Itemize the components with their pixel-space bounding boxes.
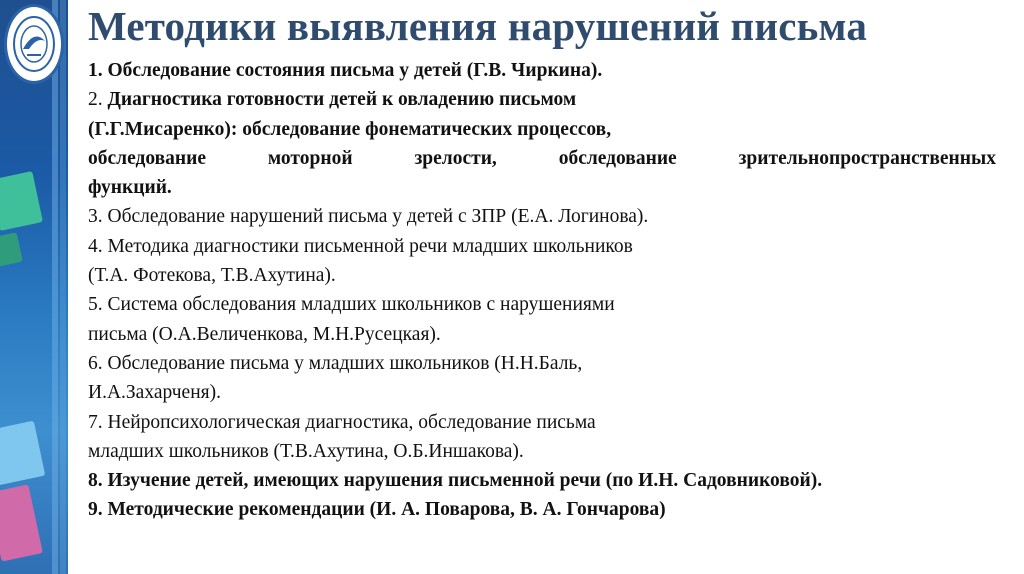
word: зрительнопространственных (738, 147, 996, 169)
list-item-text: Диагностика готовности детей к овладению письмом (107, 89, 577, 111)
university-emblem-icon (4, 4, 64, 84)
list-item: 3. Обследование нарушений письма у детей с ЗПР (Е.А. Логинова). (88, 206, 649, 228)
list-item-number: 2. (88, 89, 108, 111)
word: зрелости, (414, 147, 497, 169)
list-item-continuation-justified (88, 144, 996, 173)
list-item-continuation: (Г.Г.Мисаренко): обследование фонематических процессов, (88, 118, 612, 140)
list-item-continuation: функций. (88, 177, 172, 199)
list-item-continuation: младших школьников (Т.В.Ахутина, О.Б.Иншакова). (88, 440, 524, 462)
word: обследование (558, 147, 677, 169)
list-item: 8. Изучение детей, имеющих нарушения письменной речи (по И.Н. Садовниковой). (88, 470, 823, 492)
list-item (88, 85, 996, 114)
word: моторной (267, 147, 353, 169)
list-item: 6. Обследование письма у младших школьников (Н.Н.Баль, (88, 352, 583, 374)
list-item: 7. Нейропсихологическая диагностика, обследование письма (88, 411, 596, 433)
list-item-continuation: И.А.Захарченя). (88, 382, 221, 404)
decorative-cube (0, 171, 43, 231)
emblem-graphic (9, 11, 59, 77)
decorative-cube (0, 232, 23, 268)
methods-list (88, 56, 996, 525)
list-item-continuation: (Т.А. Фотекова, Т.В.Ахутина). (88, 265, 336, 287)
list-item-continuation: письма (О.А.Величенкова, М.Н.Русецкая). (88, 323, 441, 345)
sidebar-stripe (52, 0, 58, 574)
list-item: 1. Обследование состояния письма у детей (Г.В. Чиркина). (88, 60, 603, 81)
word: обследование (88, 147, 207, 169)
list-item: 4. Методика диагностики письменной речи младших школьников (88, 235, 633, 257)
list-item: 5. Система обследования младших школьников с нарушениями (88, 294, 615, 316)
decorative-sidebar (0, 0, 68, 574)
decorative-cube (0, 484, 43, 561)
slide-title: Методики выявления нарушений письма (88, 3, 868, 49)
decorative-cube (0, 421, 45, 486)
list-item: 9. Методические рекомендации (И. А. Поварова, В. А. Гончарова) (88, 499, 666, 521)
sidebar-stripe (60, 0, 66, 574)
